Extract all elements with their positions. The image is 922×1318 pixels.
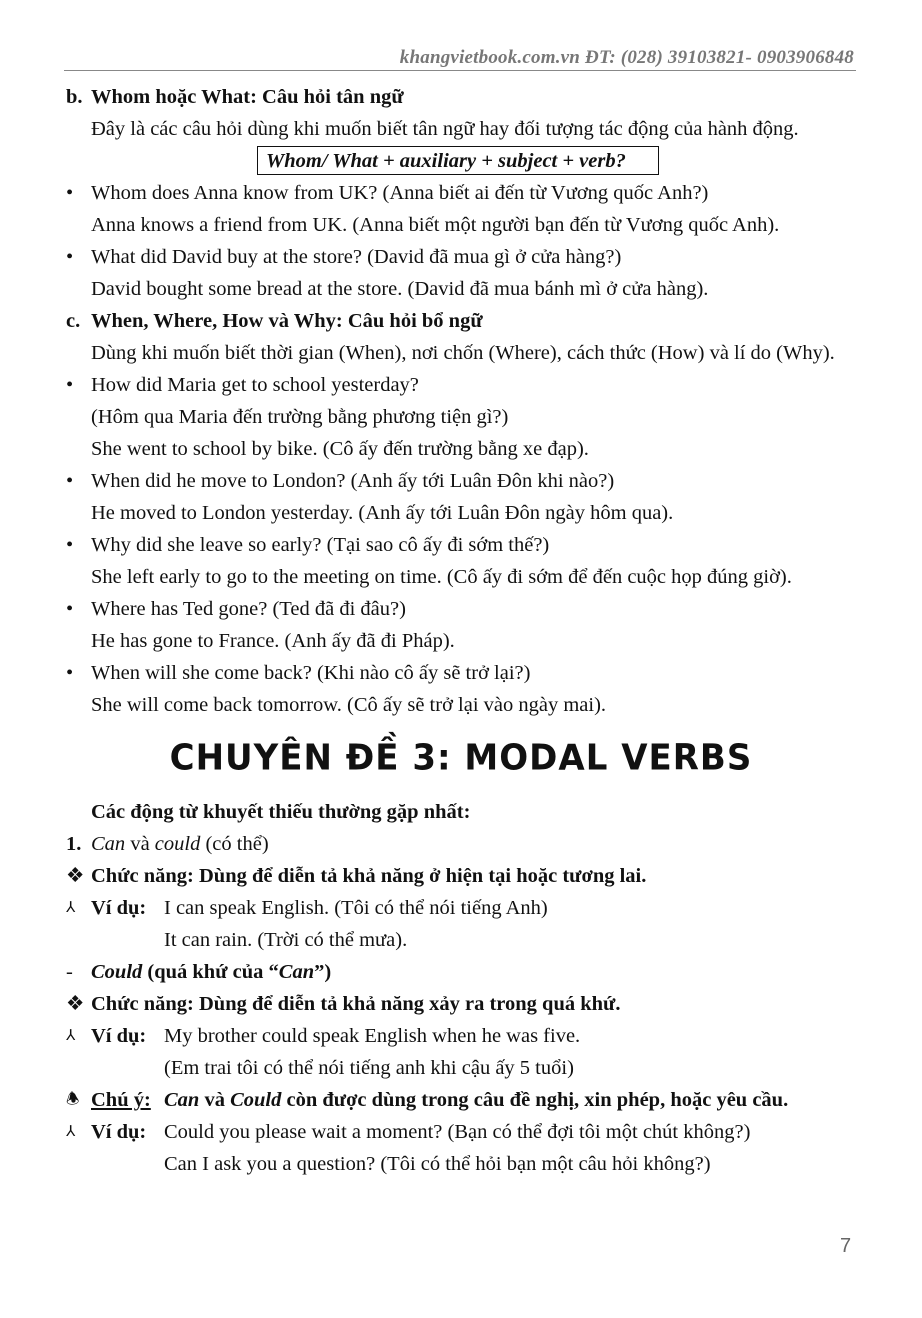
formula-box: [257, 146, 659, 175]
text-line: [0, 177, 922, 209]
bullet-icon: •: [66, 374, 74, 396]
text-line: [0, 145, 922, 177]
line-text: [91, 81, 404, 113]
line-text: [91, 657, 530, 689]
text-run: She went to school by bike. (Cô ấy đến trường bằng xe đạp).: [91, 438, 589, 460]
text-line: [0, 625, 922, 657]
text-run: Các động từ khuyết thiếu thường gặp nhất:: [91, 801, 471, 823]
line-text: [164, 1116, 750, 1148]
line-text: [164, 924, 407, 956]
text-run: Anna knows a friend from UK. (Anna biết một người bạn đến từ Vương quốc Anh).: [91, 214, 780, 236]
line-text: [91, 241, 621, 273]
text-line: [0, 956, 922, 988]
list-marker: 1.: [66, 833, 82, 855]
line-text: [91, 988, 620, 1020]
line-text: [91, 401, 508, 433]
line-text: [91, 625, 455, 657]
bullet-icon: •: [66, 534, 74, 556]
text-line: [0, 241, 922, 273]
example-marker-icon: ⅄: [66, 1028, 76, 1044]
example-label: Ví dụ:: [91, 1025, 147, 1047]
header-divider: [64, 70, 856, 71]
text-run: When did he move to London? (Anh ấy tới Luân Đôn khi nào?): [91, 470, 615, 492]
line-text: [91, 529, 549, 561]
text-line: [0, 657, 922, 689]
text-line: [0, 209, 922, 241]
line-text: [91, 956, 331, 988]
text-line: [0, 1020, 922, 1052]
text-run: Whom/ What + auxiliary + subject + verb?: [266, 150, 626, 172]
list-marker: -: [66, 961, 73, 983]
bullet-icon: •: [66, 598, 74, 620]
text-run: David bought some bread at the store. (David đã mua bánh mì ở cửa hàng).: [91, 278, 709, 300]
diamond-bullet-icon: ❖: [66, 865, 85, 887]
text-line: [0, 988, 922, 1020]
text-run: CHUYÊN ĐỀ 3: MODAL VERBS: [169, 736, 753, 779]
line-text: [91, 860, 646, 892]
text-line: [0, 529, 922, 561]
example-marker-icon: ⅄: [66, 900, 76, 916]
line-text: [91, 273, 708, 305]
text-run: could: [154, 833, 201, 855]
chapter-title: [0, 719, 922, 798]
line-text: [91, 561, 792, 593]
text-line: [0, 1148, 922, 1180]
text-line: [0, 593, 922, 625]
example-label: Chú ý:: [91, 1089, 151, 1111]
line-text: [164, 892, 548, 924]
text-run: When will she come back? (Khi nào cô ấy sẽ trở lại?): [91, 662, 531, 684]
text-run: He has gone to France. (Anh ấy đã đi Pháp).: [91, 630, 455, 652]
text-line: [0, 305, 922, 337]
text-run: Could you please wait a moment? (Bạn có thể đợi tôi một chút không?): [164, 1121, 751, 1143]
list-marker: c.: [66, 310, 81, 332]
line-text: [91, 113, 799, 145]
text-line: [0, 273, 922, 305]
line-text: [164, 1052, 574, 1084]
example-marker-icon: ⅄: [66, 1124, 76, 1140]
line-text: [91, 828, 269, 860]
text-run: còn được dùng trong câu đề nghị, xin phép, hoặc yêu cầu.: [281, 1089, 789, 1111]
text-line: [0, 689, 922, 721]
line-text: [91, 593, 406, 625]
line-text: [91, 433, 589, 465]
text-run: Đây là các câu hỏi dùng khi muốn biết tân ngữ hay đối tượng tác động của hành động.: [91, 118, 799, 140]
line-text: [91, 337, 835, 369]
bullet-icon: •: [66, 662, 74, 684]
text-line: [0, 924, 922, 956]
bullet-icon: •: [66, 470, 74, 492]
title-text: [170, 737, 753, 779]
line-text: [91, 209, 779, 241]
text-run: và: [125, 833, 155, 855]
text-line: [0, 561, 922, 593]
line-text: [164, 1148, 711, 1180]
line-text: [164, 1020, 580, 1052]
line-text: [91, 689, 606, 721]
line-text: [91, 369, 419, 401]
text-run: (Hôm qua Maria đến trường bằng phương tiện gì?): [91, 406, 509, 428]
text-run: Whom does Anna know from UK? (Anna biết ai đến từ Vương quốc Anh?): [91, 182, 709, 204]
text-run: Chức năng: Dùng để diễn tả khả năng ở hiện tại hoặc tương lai.: [91, 865, 647, 887]
text-run: I can speak English. (Tôi có thể nói tiếng Anh): [164, 897, 548, 919]
bullet-icon: •: [66, 246, 74, 268]
line-text: [164, 1084, 788, 1116]
text-line: [0, 369, 922, 401]
text-run: Where has Ted gone? (Ted đã đi đâu?): [91, 598, 406, 620]
list-marker: b.: [66, 86, 83, 108]
text-line: [0, 828, 922, 860]
text-line: [0, 401, 922, 433]
text-run: How did Maria get to school yesterday?: [91, 374, 419, 396]
text-line: [0, 1052, 922, 1084]
text-line: [0, 113, 922, 145]
text-run: (quá khứ của “: [142, 961, 279, 983]
text-line: [0, 1084, 922, 1116]
text-run: Could: [230, 1089, 282, 1111]
bell-note-icon: 🕭: [66, 1092, 80, 1108]
text-line: [0, 81, 922, 113]
text-run: Can: [278, 961, 315, 983]
text-run: Why did she leave so early? (Tại sao cô ấy đi sớm thế?): [91, 534, 550, 556]
example-label: Ví dụ:: [91, 1121, 147, 1143]
text-line: [0, 1116, 922, 1148]
text-line: [0, 860, 922, 892]
page-number: 7: [840, 1235, 852, 1257]
text-run: When, Where, How và Why: Câu hỏi bổ ngữ: [91, 310, 483, 332]
diamond-bullet-icon: ❖: [66, 993, 85, 1015]
text-line: [0, 497, 922, 529]
page-header: khangvietbook.com.vn ĐT: (028) 39103821- 0903906848: [399, 47, 854, 68]
page-content: [0, 81, 922, 1180]
line-text: [91, 497, 673, 529]
text-run: (có thể): [200, 833, 269, 855]
text-run: và: [199, 1089, 231, 1111]
text-run: She left early to go to the meeting on time. (Cô ấy đi sớm để đến cuộc họp đúng giờ).: [91, 566, 792, 588]
text-line: [0, 892, 922, 924]
line-text: [91, 177, 708, 209]
text-run: Whom hoặc What: Câu hỏi tân ngữ: [91, 86, 404, 108]
text-line: [0, 465, 922, 497]
text-run: ”): [314, 961, 332, 983]
text-run: (Em trai tôi có thể nói tiếng anh khi cậu ấy 5 tuổi): [164, 1057, 574, 1079]
text-line: [0, 337, 922, 369]
text-run: Dùng khi muốn biết thời gian (When), nơi chốn (Where), cách thức (How) và lí do (Why).: [91, 342, 835, 364]
text-run: Can: [91, 833, 126, 855]
text-run: Can: [164, 1089, 200, 1111]
example-label: Ví dụ:: [91, 897, 147, 919]
text-run: What did David buy at the store? (David đã mua gì ở cửa hàng?): [91, 246, 622, 268]
line-text: [91, 465, 614, 497]
text-run: It can rain. (Trời có thể mưa).: [164, 929, 408, 951]
text-run: Could: [91, 961, 143, 983]
text-line: [0, 433, 922, 465]
text-run: Can I ask you a question? (Tôi có thể hỏi bạn một câu hỏi không?): [164, 1153, 711, 1175]
line-text: [91, 796, 470, 828]
bullet-icon: •: [66, 182, 74, 204]
text-line: [0, 796, 922, 828]
text-run: My brother could speak English when he was five.: [164, 1025, 581, 1047]
text-run: He moved to London yesterday. (Anh ấy tới Luân Đôn ngày hôm qua).: [91, 502, 674, 524]
text-run: Chức năng: Dùng để diễn tả khả năng xảy ra trong quá khứ.: [91, 993, 621, 1015]
line-text: [91, 305, 483, 337]
text-run: She will come back tomorrow. (Cô ấy sẽ trở lại vào ngày mai).: [91, 694, 607, 716]
